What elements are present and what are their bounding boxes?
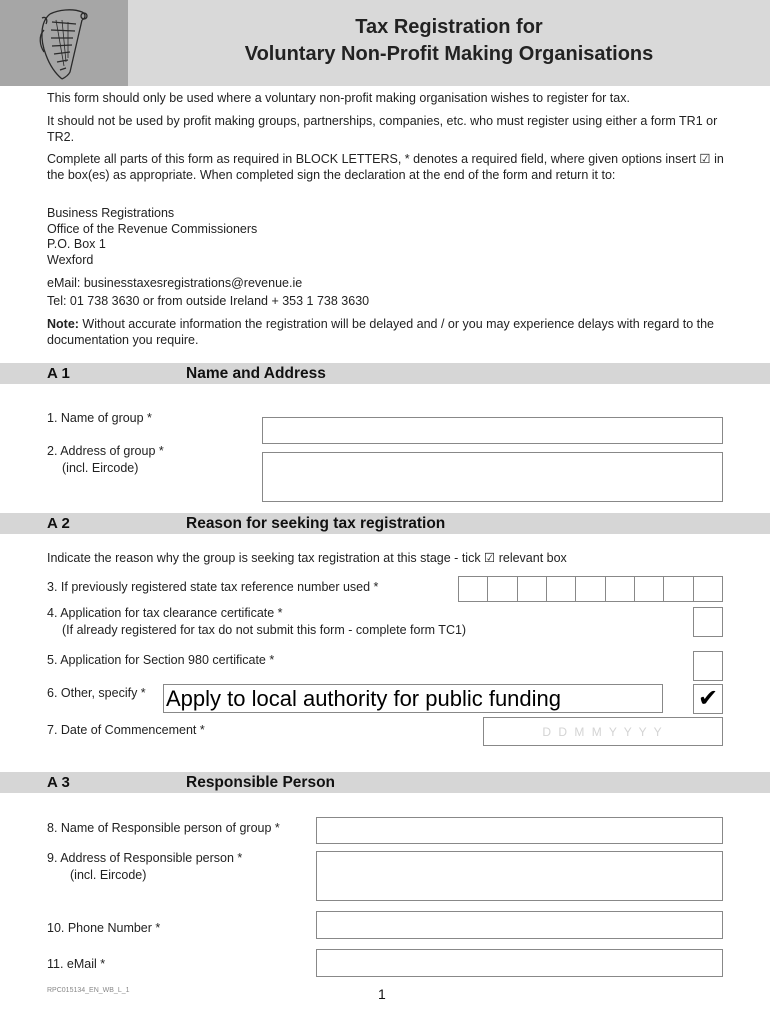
tax-reference-cell[interactable] xyxy=(635,577,664,601)
tax-reference-cell[interactable] xyxy=(518,577,547,601)
section-a2-code: A 2 xyxy=(47,515,70,532)
tax-reference-cell[interactable] xyxy=(547,577,576,601)
tax-reference-cell[interactable] xyxy=(576,577,605,601)
q2-label: 2. Address of group * xyxy=(47,444,164,458)
section-a1-header xyxy=(0,363,770,384)
tax-clearance-checkbox[interactable] xyxy=(693,607,723,637)
q10-label: 10. Phone Number * xyxy=(47,921,161,935)
other-specify-input[interactable]: Apply to local authority for public funding xyxy=(163,684,663,713)
phone-number-input[interactable] xyxy=(316,911,723,939)
commencement-date-input[interactable]: D D M M Y Y Y Y xyxy=(483,717,723,746)
q6-label: 6. Other, specify * xyxy=(47,686,146,700)
note-paragraph xyxy=(47,317,737,348)
page-number: 1 xyxy=(378,986,386,1002)
q2-sublabel: (incl. Eircode) xyxy=(62,461,139,475)
tax-reference-cell[interactable] xyxy=(664,577,693,601)
tax-reference-cell[interactable] xyxy=(459,577,488,601)
q7-label: 7. Date of Commencement * xyxy=(47,723,205,737)
intro-paragraph-3: Complete all parts of this form as required in BLOCK LETTERS, * denotes a required field, where given options insert ☑ in the box(es) as appropriate. When completed sign the declaration at the end of the form and return it to: xyxy=(47,152,724,182)
address-line: Business Registrations xyxy=(47,206,175,220)
return-address xyxy=(47,206,737,268)
section-a1-title: Name and Address xyxy=(186,365,326,382)
responsible-name-input[interactable] xyxy=(316,817,723,844)
tax-reference-cell[interactable] xyxy=(694,577,722,601)
q3-label: 3. If previously registered state tax reference number used * xyxy=(47,580,379,594)
email-input[interactable] xyxy=(316,949,723,977)
address-line: Office of the Revenue Commissioners xyxy=(47,221,258,236)
contact-email: eMail: businesstaxesregistrations@revenue.ie xyxy=(47,276,303,290)
q8-label: 8. Name of Responsible person of group * xyxy=(47,821,280,835)
group-name-input[interactable] xyxy=(262,417,723,444)
q4-sublabel: (If already registered for tax do not submit this form - complete form TC1) xyxy=(62,623,467,637)
address-line: P.O. Box 1 xyxy=(47,237,106,251)
tax-reference-input[interactable] xyxy=(458,576,723,602)
section-a1-code: A 1 xyxy=(47,365,70,382)
logo-panel xyxy=(0,0,128,86)
responsible-address-input[interactable] xyxy=(316,851,723,901)
title-line-2: Voluntary Non-Profit Making Organisations xyxy=(244,43,654,65)
group-address-input[interactable] xyxy=(262,452,723,502)
section-a2-title: Reason for seeking tax registration xyxy=(186,515,446,532)
note-text: Without accurate information the registration will be delayed and / or you may experience delays with regard to the documentation you require. xyxy=(47,317,715,347)
harp-emblem-icon xyxy=(0,0,128,86)
section-a3-code: A 3 xyxy=(47,774,70,791)
section-a3-header xyxy=(0,772,770,793)
tax-reference-cell[interactable] xyxy=(606,577,635,601)
title-line-1: Tax Registration for xyxy=(355,16,543,38)
tax-reference-cell[interactable] xyxy=(488,577,517,601)
q9-label: 9. Address of Responsible person * xyxy=(47,851,243,865)
section-980-checkbox[interactable] xyxy=(693,651,723,681)
a2-instruction: Indicate the reason why the group is seeking tax registration at this stage - tick ☑ relevant box xyxy=(47,551,567,565)
address-line: Wexford xyxy=(47,252,94,267)
intro-paragraph-2: It should not be used by profit making groups, partnerships, companies, etc. who must register using either a form TR1 or TR2. xyxy=(47,114,718,144)
section-a3-title: Responsible Person xyxy=(186,774,336,791)
form-title xyxy=(128,14,770,68)
other-checkbox[interactable]: ✔ xyxy=(693,684,723,714)
q1-label: 1. Name of group * xyxy=(47,411,152,425)
q9-sublabel: (incl. Eircode) xyxy=(70,868,147,882)
form-code: RPC015134_EN_WB_L_1 xyxy=(47,987,130,994)
note-label: Note: xyxy=(47,317,79,331)
contact-phone: Tel: 01 738 3630 or from outside Ireland + 353 1 738 3630 xyxy=(47,294,370,308)
intro-paragraph-1: This form should only be used where a voluntary non-profit making organisation wishes to register for tax. xyxy=(47,91,630,105)
q5-label: 5. Application for Section 980 certificate * xyxy=(47,653,275,667)
q11-label: 11. eMail * xyxy=(47,957,106,971)
q4-label: 4. Application for tax clearance certificate * xyxy=(47,606,283,620)
